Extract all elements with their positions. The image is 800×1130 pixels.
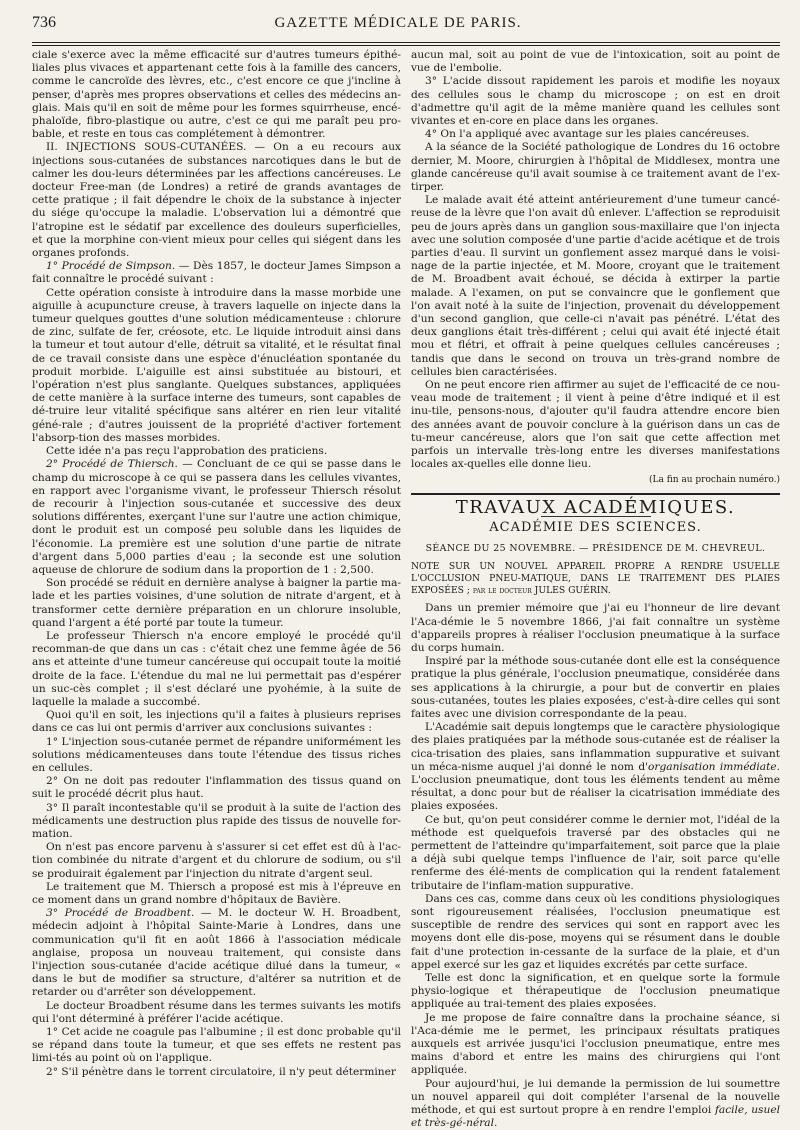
paragraph: Le malade avait été atteint antérieurement d'une tumeur cancé-reuse de la lèvre que l'on avait dû enlever. L'affection se reproduisit peu de jours après dans un ganglion sous-maxillaire que l'on injecta avec une solution composée d'une partie d'acide acétique et de trois parties d'eau. Il survint un gonflement assez marqué dans le voisi-nage de la partie injectée, et M. Moore, croyant que le traitement de M. Broadbent avait échoué, se décida à extirper la partie malade. A l'examen, on put se convaincre que le gonflement que l'on avait noté à la suite de l'injection, provenait du développement d'un second ganglion, que celle-ci n'avait pas pénétré. L'état des deux ganglions était très-différent ; celui qui avait été injecté était mou et flétri, et offrait à peine quelques cellules cancéreuses ; tandis que dans le second on trouva un très-grand nombre de cellules bien caractérisées. <box>411 194 780 378</box>
emphasis: organisation immédiate <box>648 760 777 773</box>
page-header <box>32 14 780 40</box>
paragraph-text: L'Académie sait depuis longtemps que le caractère physiologique des plaies pratiquées par la méthode sous-cutanée est de réaliser la cica-trisation des plaies, sans inflammation suppurative et suivant un méca-nisme auquel j'ai donné le nom d' <box>411 721 780 773</box>
paragraph: Cette idée n'a pas reçu l'approbation des praticiens. <box>46 445 328 458</box>
paragraph-text: — Dès 1857, le docteur James Simpson a fait connaître le procédé suivant : <box>32 260 401 286</box>
paragraph: Dans ces cas, comme dans ceux où les conditions physiologiques sont rigoureusement réalisées, l'occlusion pneumatique est susceptible de rendre des services qui sont en rapport avec les moyens dont elle dis-pose, moyens qui se résument dans le double fait d'une protection in-cessante de la surface de la plaie, et d'un appel exercé sur les gaz et liquides excrétés par cette surface. <box>411 892 780 971</box>
paragraph <box>32 907 401 999</box>
paragraph <box>411 721 780 813</box>
section-title: TRAVAUX ACADÉMIQUES. <box>455 496 736 518</box>
article-columns <box>32 49 780 1130</box>
paragraph: Le traitement que M. Thiersch a proposé est mis à l'épreuve en ce moment dans un grand nombre d'hôpitaux de Bavière. <box>32 880 401 906</box>
paragraph: 4° On l'a appliqué avec avantage sur les plaies cancéreuses. <box>425 128 750 141</box>
paragraph: Telle est donc la signification, et en quelque sorte la formule physio-logique et thérapeutique de l'occlusion pneumatique appliquée au trai-tement des plaies exposées. <box>411 972 780 1011</box>
paragraph <box>32 260 401 286</box>
paragraph: A la séance de la Société pathologique de Londres du 16 octobre dernier, M. Moore, chirurgien à l'hôpital de Middlesex, montra une glande cancéreuse qu'il avait soumise à ce traitement avant de l'ex-tirper. <box>411 141 780 194</box>
paragraph: ciale s'exerce avec la même efficacité sur d'autres tumeurs épithé-liales plus vivaces et appartenant cette fois à la famille des cancers, comme le cancroïde des lèvres, etc., c'est encore ce que j'incline à penser, d'après mes propres observations et celles des médecins an-glais. Mais qu'il en soit de même pour les formes squirrheuse, encé-phaloïde, fibro-plastique ou autre, c'est ce qui me paraît peu pro-bable, et reste en tous cas complétement à démontrer. <box>32 49 401 141</box>
continued-note: (La fin au prochain numéro.) <box>648 474 780 485</box>
section-divider <box>411 493 780 495</box>
session-line: SÉANCE DU 25 NOVEMBRE. — PRÉSIDENCE DE M. CHEVREUL. <box>425 543 766 555</box>
procedure-heading: 1° Procédé de Simpson. <box>46 260 176 273</box>
paragraph-text: — M. le docteur W. H. Broadbent, médecin adjoint à l'hôpital Sainte-Marie à Londres, dans une communication qu'il fit en août 1866 à l'association médicale anglaise, proposa un nouveau traitement, qui consiste dans l'injection sous-cutanée d'acide acétique dilué dans la tumeur, « dans le but de modifier sa structure, d'altérer sa nutrition et de retarder ou d'arrêter son développement. <box>32 907 401 999</box>
procedure-heading: 2° Procédé de Thiersch. <box>46 458 178 471</box>
running-title: GAZETTE MÉDICALE DE PARIS. <box>274 15 522 31</box>
paragraph: On n'est pas encore parvenu à s'assurer si cet effet est dû à l'ac-tion combinée du nitrate d'argent et du chlorure de sodium, ou s'il se produirait également par l'injection du nitrate d'argent seul. <box>32 841 401 880</box>
header-rule <box>32 42 780 46</box>
paragraph <box>32 458 401 577</box>
paragraph-text: Pour aujourd'hui, je lui demande la permission de lui soumettre un nouvel appareil qui doit compléter l'arsenal de la nouvelle méthode, et qui est surtout propre à en rendre l'emploi <box>411 1077 780 1117</box>
paragraph <box>411 1078 780 1130</box>
paragraph: Le docteur Broadbent résume dans les termes suivants les motifs qui l'ont déterminé à préférer l'acide acétique. <box>32 999 401 1025</box>
paragraph: Le professeur Thiersch n'a encore employé le procédé qu'il recomman-de que dans un cas : c'était chez une femme âgée de 56 ans et atteinte d'une tumeur cancéreuse qui occupait toute la moitié droite de la face. L'étendue du mal ne lui permettait pas d'espérer un suc-cès complet ; il s'est déclaré une pyohémie, à la suite de laquelle la malade a succombé. <box>32 629 401 708</box>
emphasis: facile, usuel et très-gé-néral. <box>411 1104 780 1130</box>
paragraph: Dans un premier mémoire que j'ai eu l'honneur de lire devant l'Aca-démie le 5 novembre 1866, j'ai fait connaître un système d'appareils propres à réaliser l'occlusion pneumatique à la surface du corps humain. <box>411 602 780 654</box>
right-column <box>411 49 780 1130</box>
paragraph: Inspiré par la méthode sous-cutanée dont elle est la conséquence pratique la plus générale, l'occlusion pneumatique, considérée dans ses applications à la chirurgie, a pour but de convertir en plaies sous-cutanées, toutes les plaies exposées, c'est-à-dire celles qui sont faites avec une division correspondante de la peau. <box>411 655 780 720</box>
paragraph: Je me propose de faire connaître dans la prochaine séance, si l'Aca-démie me le permet, les principaux résultats pratiques auxquels est arrivée jusqu'ici l'occlusion pneumatique, entre mes mains d'abord et entre les mains des chirurgiens qui l'ont appliquée. <box>411 1011 780 1077</box>
paragraph: On ne peut encore rien affirmer au sujet de l'efficacité de ce nou-veau mode de traitement ; il vient à peine d'être indiqué et il est inu-tile, pensons-nous, d'ajouter qu'il faudra attendre encore bien des années avant de pouvoir conclure à la guérison dans un cas de tu-meur cancéreuse, alors que l'on sait que cette affection met parfois un intervalle très-long entre les diverses manifestations locales ax-quelles elle donne lieu. <box>411 379 780 471</box>
paragraph: 1° L'injection sous-cutanée permet de répandre uniformément les solutions médicamenteuses dans toute l'étendue des tissus riches en cellules. <box>32 735 401 774</box>
paragraph: Cette opération consiste à introduire dans la masse morbide une aiguille à acupuncture creuse, à travers laquelle on injecte dans la tumeur quelques gouttes d'une solution médicamenteuse : chlorure de zinc, sulfate de fer, créosote, etc. Le liquide introduit ainsi dans la tumeur et tout autour d'elle, détruit sa vitalité, et le résultat final de ce travail consiste dans une espèce d'énucléation spontanée du produit morbide. L'aiguille est ainsi substituée au bistouri, et l'opération n'est plus sanglante. Quelques substances, appliquées de cette manière à la surface interne des tumeurs, sont capables de dé-truire leur vitalité spécifique sans altérer en rien leur vitalité géné-rale ; d'autres jouissent de la propriété d'activer fortement l'absorp-tion des masses morbides. <box>32 286 401 444</box>
paragraph: Quoi qu'il en soit, les injections qu'il a faites à plusieurs reprises dans ce cas lui ont permis d'arriver aux conclusions suivantes : <box>32 709 401 735</box>
academy-title: ACADÉMIE DES SCIENCES. <box>489 519 702 535</box>
paragraph: aucun mal, soit au point de vue de l'intoxication, soit au point de vue de l'embolie. <box>411 49 780 75</box>
paragraph: 2° On ne doit pas redouter l'inflammation des tissus quand on suit le procédé décrit plus haut. <box>32 775 401 801</box>
procedure-heading: 3° Procédé de Broadbent. <box>46 907 195 920</box>
paragraph-text: — Concluant de ce qui se passe dans le champ du microscope à ce qui se passera dans les cellules vivantes, en rapport avec l'organisme vivant, le professeur Thiersch résolut de recourir à l'injection sous-cutanée et successive des deux solutions différentes, exerçant l'une sur l'autre une action chimique, dont le produit est un composé peu soluble dans les liquides de l'économie. La première est une solution d'une partie de nitrate d'argent dans 5,000 parties d'eau ; la seconde est une solution aqueuse de chlorure de sodium dans la proportion de 1 : 2,500. <box>32 458 402 576</box>
note-title: NOTE SUR UN NOUVEL APPAREIL PROPRE A RENDRE USUELLE L'OCCLUSION PNEU-MATIQUE, DANS LE TRAITEMENT DES PLAIES EXPOSÉES ; par le docteur JULES GUÉRIN. <box>411 561 780 597</box>
paragraph: 2° S'il pénètre dans le torrent circulatoire, il n'y peut déterminer <box>46 1065 396 1078</box>
paragraph: 3° Il paraît incontestable qu'il se produit à la suite de l'action des médicaments une destruction plus rapide des tissus de nouvelle for-mation. <box>32 801 401 840</box>
paragraph-text: . L'occlusion pneumatique, dont tous les éléments tendent au même résultat, a donc pour but de réaliser la cicatrisation immédiate des plaies exposées. <box>411 760 781 813</box>
page-number: 736 <box>32 14 56 31</box>
paragraph: Son procédé se réduit en dernière analyse à baigner la partie ma-lade et les parties voisines, d'une solution de nitrate d'argent, et à transformer cette dernière préparation en un chlorure insoluble, quand l'argent a été porté par toute la tumeur. <box>32 577 401 629</box>
paragraph: II. INJECTIONS SOUS-CUTANÉES. — On a eu recours aux injections sous-cutanées de substances narcotiques dans le but de calmer les dou-leurs déterminées par les affections cancéreuses. Le docteur Free-man (de Londres) a retiré de grands avantages de cette pratique ; il fait dépendre le choix de la substance à injecter du siége qu'occupe la maladie. L'observation lui a démontré que l'atropine est le sédatif par excellence des douleurs superficielles, et que la morphine con-vient mieux pour celles qui siégent dans les organes profonds. <box>32 141 401 260</box>
left-column <box>32 49 401 1130</box>
paragraph: Ce but, qu'on peut considérer comme le dernier mot, l'idéal de la méthode est quelquefois traversé par des obstacles qui ne permettent de l'atteindre qu'imparfaitement, soit parce que la plaie a déjà subi quelque temps l'influence de l'air, soit parce qu'elle renferme des élé-ments de complication qui la rendent fatalement tributaire de l'inflam-mation suppurative. <box>411 813 780 892</box>
paragraph: 3° L'acide dissout rapidement les parois et modifie les noyaux des cellules sous le champ du microscope ; on est en droit d'admettre qu'il agit de la même manière quand les cellules sont vivantes et en-core en place dans les organes. <box>411 75 780 128</box>
paragraph: 1° Cet acide ne coagule pas l'albumine ; il est donc probable qu'il se répand dans toute la tumeur, et que ses effets ne restent pas limi-tés au point où on l'applique. <box>32 1026 401 1065</box>
